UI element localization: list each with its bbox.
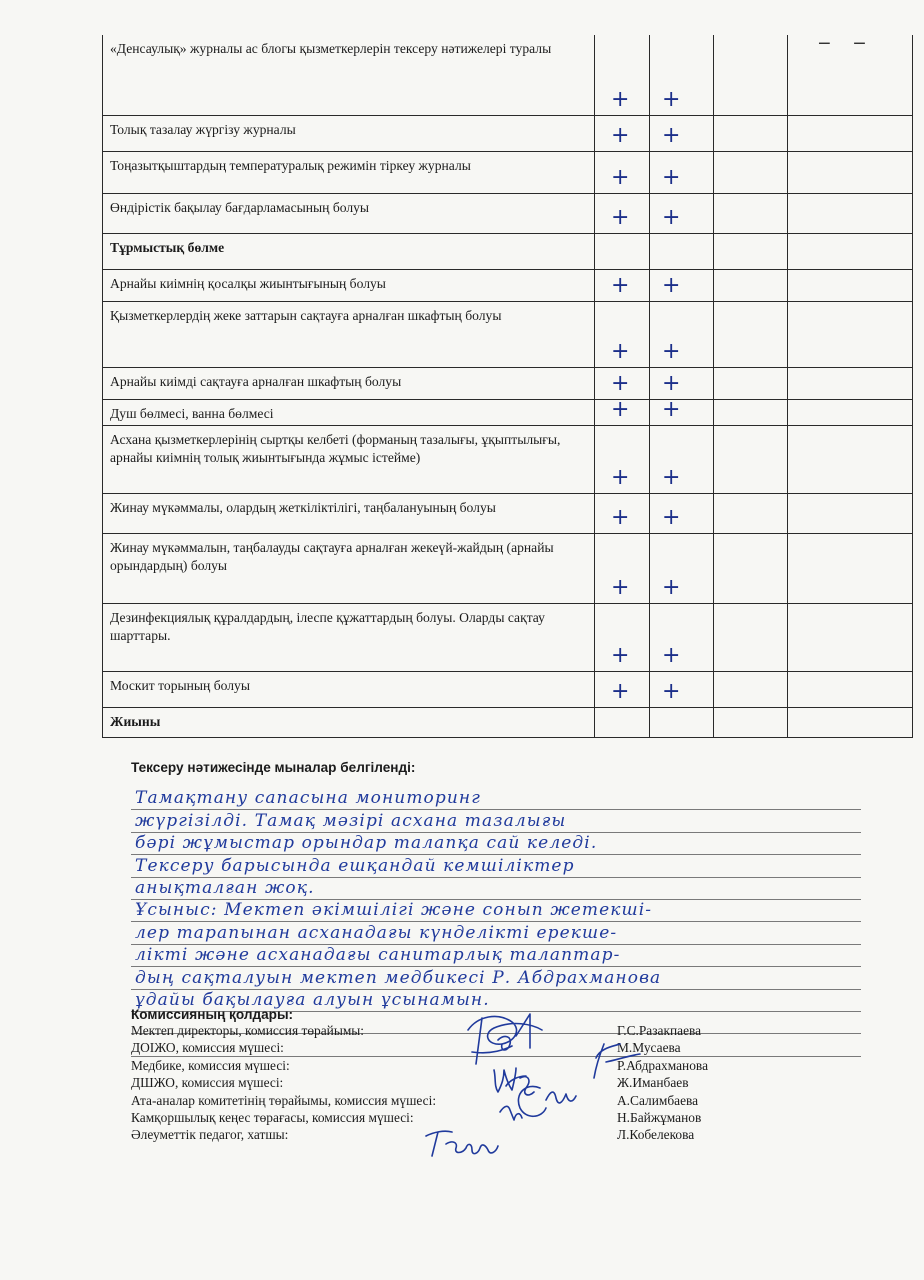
handwritten-text: анықталған жоқ.: [135, 877, 315, 898]
mark-cell: [595, 603, 650, 671]
signature-name: Г.С.Разакпаева: [617, 1023, 702, 1038]
signature-name: Р.Абдрахманова: [617, 1057, 709, 1073]
signatures-title: Комиссияның қолдары:: [131, 1007, 294, 1022]
signature-name: Ж.Иманбаев: [617, 1075, 689, 1091]
criterion-cell: Жиыны: [103, 707, 595, 737]
criterion-cell: Қызметкерлердің жеке заттарын сақтауға арналған шкафтың болуы: [103, 301, 595, 367]
handwritten-text: ұдайы бақылауға алуын ұсынамын.: [135, 989, 490, 1010]
check-mark: +: [611, 122, 630, 148]
criterion-cell: Тұрмыстық бөлме: [103, 233, 595, 269]
mark-cell: [595, 301, 650, 367]
criterion-cell: Өндірістік бақылау бағдарламасының болуы: [103, 193, 595, 233]
table-row: [103, 301, 913, 367]
check-mark: +: [662, 338, 681, 364]
table-row: [103, 193, 913, 233]
table-row: [103, 671, 913, 707]
handwritten-text: Ұсыныс: Мектеп әкімшілігі және сонып жетекші-: [135, 900, 653, 921]
signature-row: [131, 1057, 771, 1074]
criterion-cell: Арнайы киімнің қосалқы жиынтығының болуы: [103, 269, 595, 301]
signature-role: Әлеуметтік педагог, хатшы:: [131, 1127, 289, 1143]
mark-cell: [788, 425, 913, 493]
ruled-line: [131, 900, 861, 922]
mark-cell: [714, 367, 788, 399]
table-row: [103, 399, 913, 425]
check-mark: +: [662, 464, 681, 490]
mark-cell: [714, 707, 788, 737]
table-row: [103, 425, 913, 493]
signature-row: [131, 1039, 771, 1056]
total-row: [103, 707, 913, 737]
mark-cell: [714, 151, 788, 193]
ruled-line: [131, 810, 861, 832]
check-mark: +: [611, 574, 630, 600]
mark-cell: [595, 115, 650, 151]
ruled-line: [131, 855, 861, 877]
mark-cell: [714, 269, 788, 301]
signature-role: Медбике, комиссия мүшесі:: [131, 1057, 290, 1073]
mark-cell: [595, 533, 650, 603]
ruled-line: [131, 967, 861, 989]
check-mark: +: [662, 122, 681, 148]
mark-cell: [595, 193, 650, 233]
mark-cell: [595, 425, 650, 493]
check-mark: +: [662, 574, 681, 600]
handwritten-text: бәрі жұмыстар орындар талапқа сай келеді.: [135, 833, 598, 854]
mark-cell: [788, 707, 913, 737]
mark-cell: [650, 707, 714, 737]
section-row: [103, 233, 913, 269]
check-mark: +: [611, 678, 630, 704]
criterion-cell: «Денсаулық» журналы ас блогы қызметкерлерін тексеру нәтижелері туралы: [103, 35, 595, 115]
check-mark: +: [611, 504, 630, 530]
signature-role: Ата-аналар комитетінің төрайымы, комиссия мүшесі:: [131, 1092, 437, 1108]
check-mark: +: [662, 678, 681, 704]
handwritten-text: Тексеру барысында ешқандай кемшіліктер: [135, 855, 575, 876]
signature-name: М.Мусаева: [617, 1040, 681, 1056]
signature-role: Мектеп директоры, комиссия төрайымы:: [131, 1023, 365, 1038]
mark-cell: [714, 493, 788, 533]
signature-role: Камқоршылық кеңес төрағасы, комиссия мүшесі:: [131, 1109, 414, 1125]
mark-cell: [650, 151, 714, 193]
mark-cell: [714, 233, 788, 269]
criterion-cell: Тоңазытқыштардың температуралық режимін тіркеу журналы: [103, 151, 595, 193]
mark-cell: [714, 671, 788, 707]
mark-cell: [650, 603, 714, 671]
mark-cell: [788, 35, 913, 115]
mark-cell: [595, 151, 650, 193]
table-row: [103, 269, 913, 301]
mark-cell: [788, 493, 913, 533]
mark-cell: [714, 115, 788, 151]
mark-cell: [788, 301, 913, 367]
criterion-cell: Дезинфекциялық құралдардың, ілеспе құжаттардың болуы. Оларды сақтау шарттары.: [103, 603, 595, 671]
check-mark: +: [662, 204, 681, 230]
mark-cell: [650, 115, 714, 151]
findings-title: Тексеру нәтижесінде мыналар белгіленді:: [131, 760, 416, 775]
check-mark: +: [662, 396, 681, 422]
check-mark: +: [662, 272, 681, 298]
mark-cell: [650, 193, 714, 233]
check-mark: +: [662, 504, 681, 530]
table-row: [103, 493, 913, 533]
criterion-cell: Жинау мүкәммалын, таңбалауды сақтауға арналған жекеүй-жайдың (арнайы орындардың) болуы: [103, 533, 595, 603]
ruled-line: [131, 833, 861, 855]
mark-cell: [714, 425, 788, 493]
signature-row: [131, 1074, 771, 1091]
mark-cell: [595, 35, 650, 115]
check-mark: +: [611, 370, 630, 396]
handwritten-text: Тамақтану сапасына мониторинг: [135, 788, 481, 809]
mark-cell: [788, 115, 913, 151]
signature-role: ДШЖО, комиссия мүшесі:: [131, 1075, 284, 1091]
check-mark: +: [662, 370, 681, 396]
mark-cell: [788, 533, 913, 603]
mark-cell: [788, 399, 913, 425]
check-mark: +: [611, 272, 630, 298]
signature-row: [131, 1022, 771, 1039]
corner-dash-marks: ‒ ‒: [818, 30, 874, 54]
table-row: [103, 603, 913, 671]
ruled-line: [131, 878, 861, 900]
mark-cell: [714, 399, 788, 425]
mark-cell: [595, 269, 650, 301]
mark-cell: [595, 233, 650, 269]
check-mark: +: [662, 86, 681, 112]
mark-cell: [595, 396, 650, 425]
mark-cell: [788, 603, 913, 671]
handwritten-text: дың сақталуын мектеп медбикесі Р. Абдрахманова: [135, 967, 662, 988]
criterion-cell: Жинау мүкәммалы, олардың жеткіліктілігі, таңбалануының болуы: [103, 493, 595, 533]
mark-cell: [650, 301, 714, 367]
check-mark: +: [611, 204, 630, 230]
ruled-line: [131, 945, 861, 967]
check-mark: +: [611, 164, 630, 190]
criterion-cell: Москит торының болуы: [103, 671, 595, 707]
check-mark: +: [611, 464, 630, 490]
mark-cell: [788, 367, 913, 399]
signature-name: Н.Байжұманов: [617, 1109, 702, 1125]
checklist-table: [102, 35, 913, 738]
check-mark: +: [611, 86, 630, 112]
handwritten-text: жүргізілді. Тамақ мәзірі асхана тазалығы: [135, 810, 567, 831]
mark-cell: [650, 367, 714, 399]
signatures-list: [131, 1022, 771, 1144]
mark-cell: [650, 233, 714, 269]
check-mark: +: [611, 338, 630, 364]
mark-cell: [788, 193, 913, 233]
mark-cell: [714, 603, 788, 671]
ruled-line: [131, 788, 861, 810]
mark-cell: [595, 707, 650, 737]
table-row: [103, 35, 913, 115]
signature-row: [131, 1126, 771, 1143]
handwritten-text: лер тарапынан асханадағы күнделікті ерекше-: [135, 922, 618, 943]
table-row: [103, 115, 913, 151]
signature-name: А.Салимбаева: [617, 1092, 699, 1108]
mark-cell: [650, 425, 714, 493]
table-row: [103, 533, 913, 603]
mark-cell: [714, 35, 788, 115]
mark-cell: [650, 493, 714, 533]
mark-cell: [788, 233, 913, 269]
mark-cell: [788, 671, 913, 707]
table-row: [103, 151, 913, 193]
check-mark: +: [611, 642, 630, 668]
criterion-cell: Асхана қызметкерлерінің сыртқы келбеті (форманың тазалығы, ұқыптылығы, арнайы киімнің толық жиынтығында жұмыс істейме): [103, 425, 595, 493]
mark-cell: [650, 533, 714, 603]
handwritten-text: лікті және асханадағы санитарлық талаптар-: [135, 945, 621, 966]
signature-row: [131, 1109, 771, 1126]
check-mark: +: [611, 396, 630, 422]
mark-cell: [714, 301, 788, 367]
mark-cell: [788, 269, 913, 301]
criterion-cell: Толық тазалау жүргізу журналы: [103, 115, 595, 151]
signature-name: Л.Кобелекова: [617, 1127, 695, 1143]
mark-cell: [714, 533, 788, 603]
mark-cell: [650, 396, 714, 425]
mark-cell: [650, 35, 714, 115]
mark-cell: [595, 493, 650, 533]
mark-cell: [788, 151, 913, 193]
mark-cell: [595, 367, 650, 399]
criterion-cell: Душ бөлмесі, ванна бөлмесі: [103, 399, 595, 425]
signature-role: ДОІЖО, комиссия мүшесі:: [131, 1040, 284, 1056]
mark-cell: [650, 671, 714, 707]
ruled-line: [131, 922, 861, 944]
mark-cell: [595, 671, 650, 707]
signature-row: [131, 1092, 771, 1109]
table-row: [103, 367, 913, 399]
criterion-cell: Арнайы киімді сақтауға арналған шкафтың болуы: [103, 367, 595, 399]
check-mark: +: [662, 642, 681, 668]
mark-cell: [714, 193, 788, 233]
mark-cell: [650, 269, 714, 301]
check-mark: +: [662, 164, 681, 190]
